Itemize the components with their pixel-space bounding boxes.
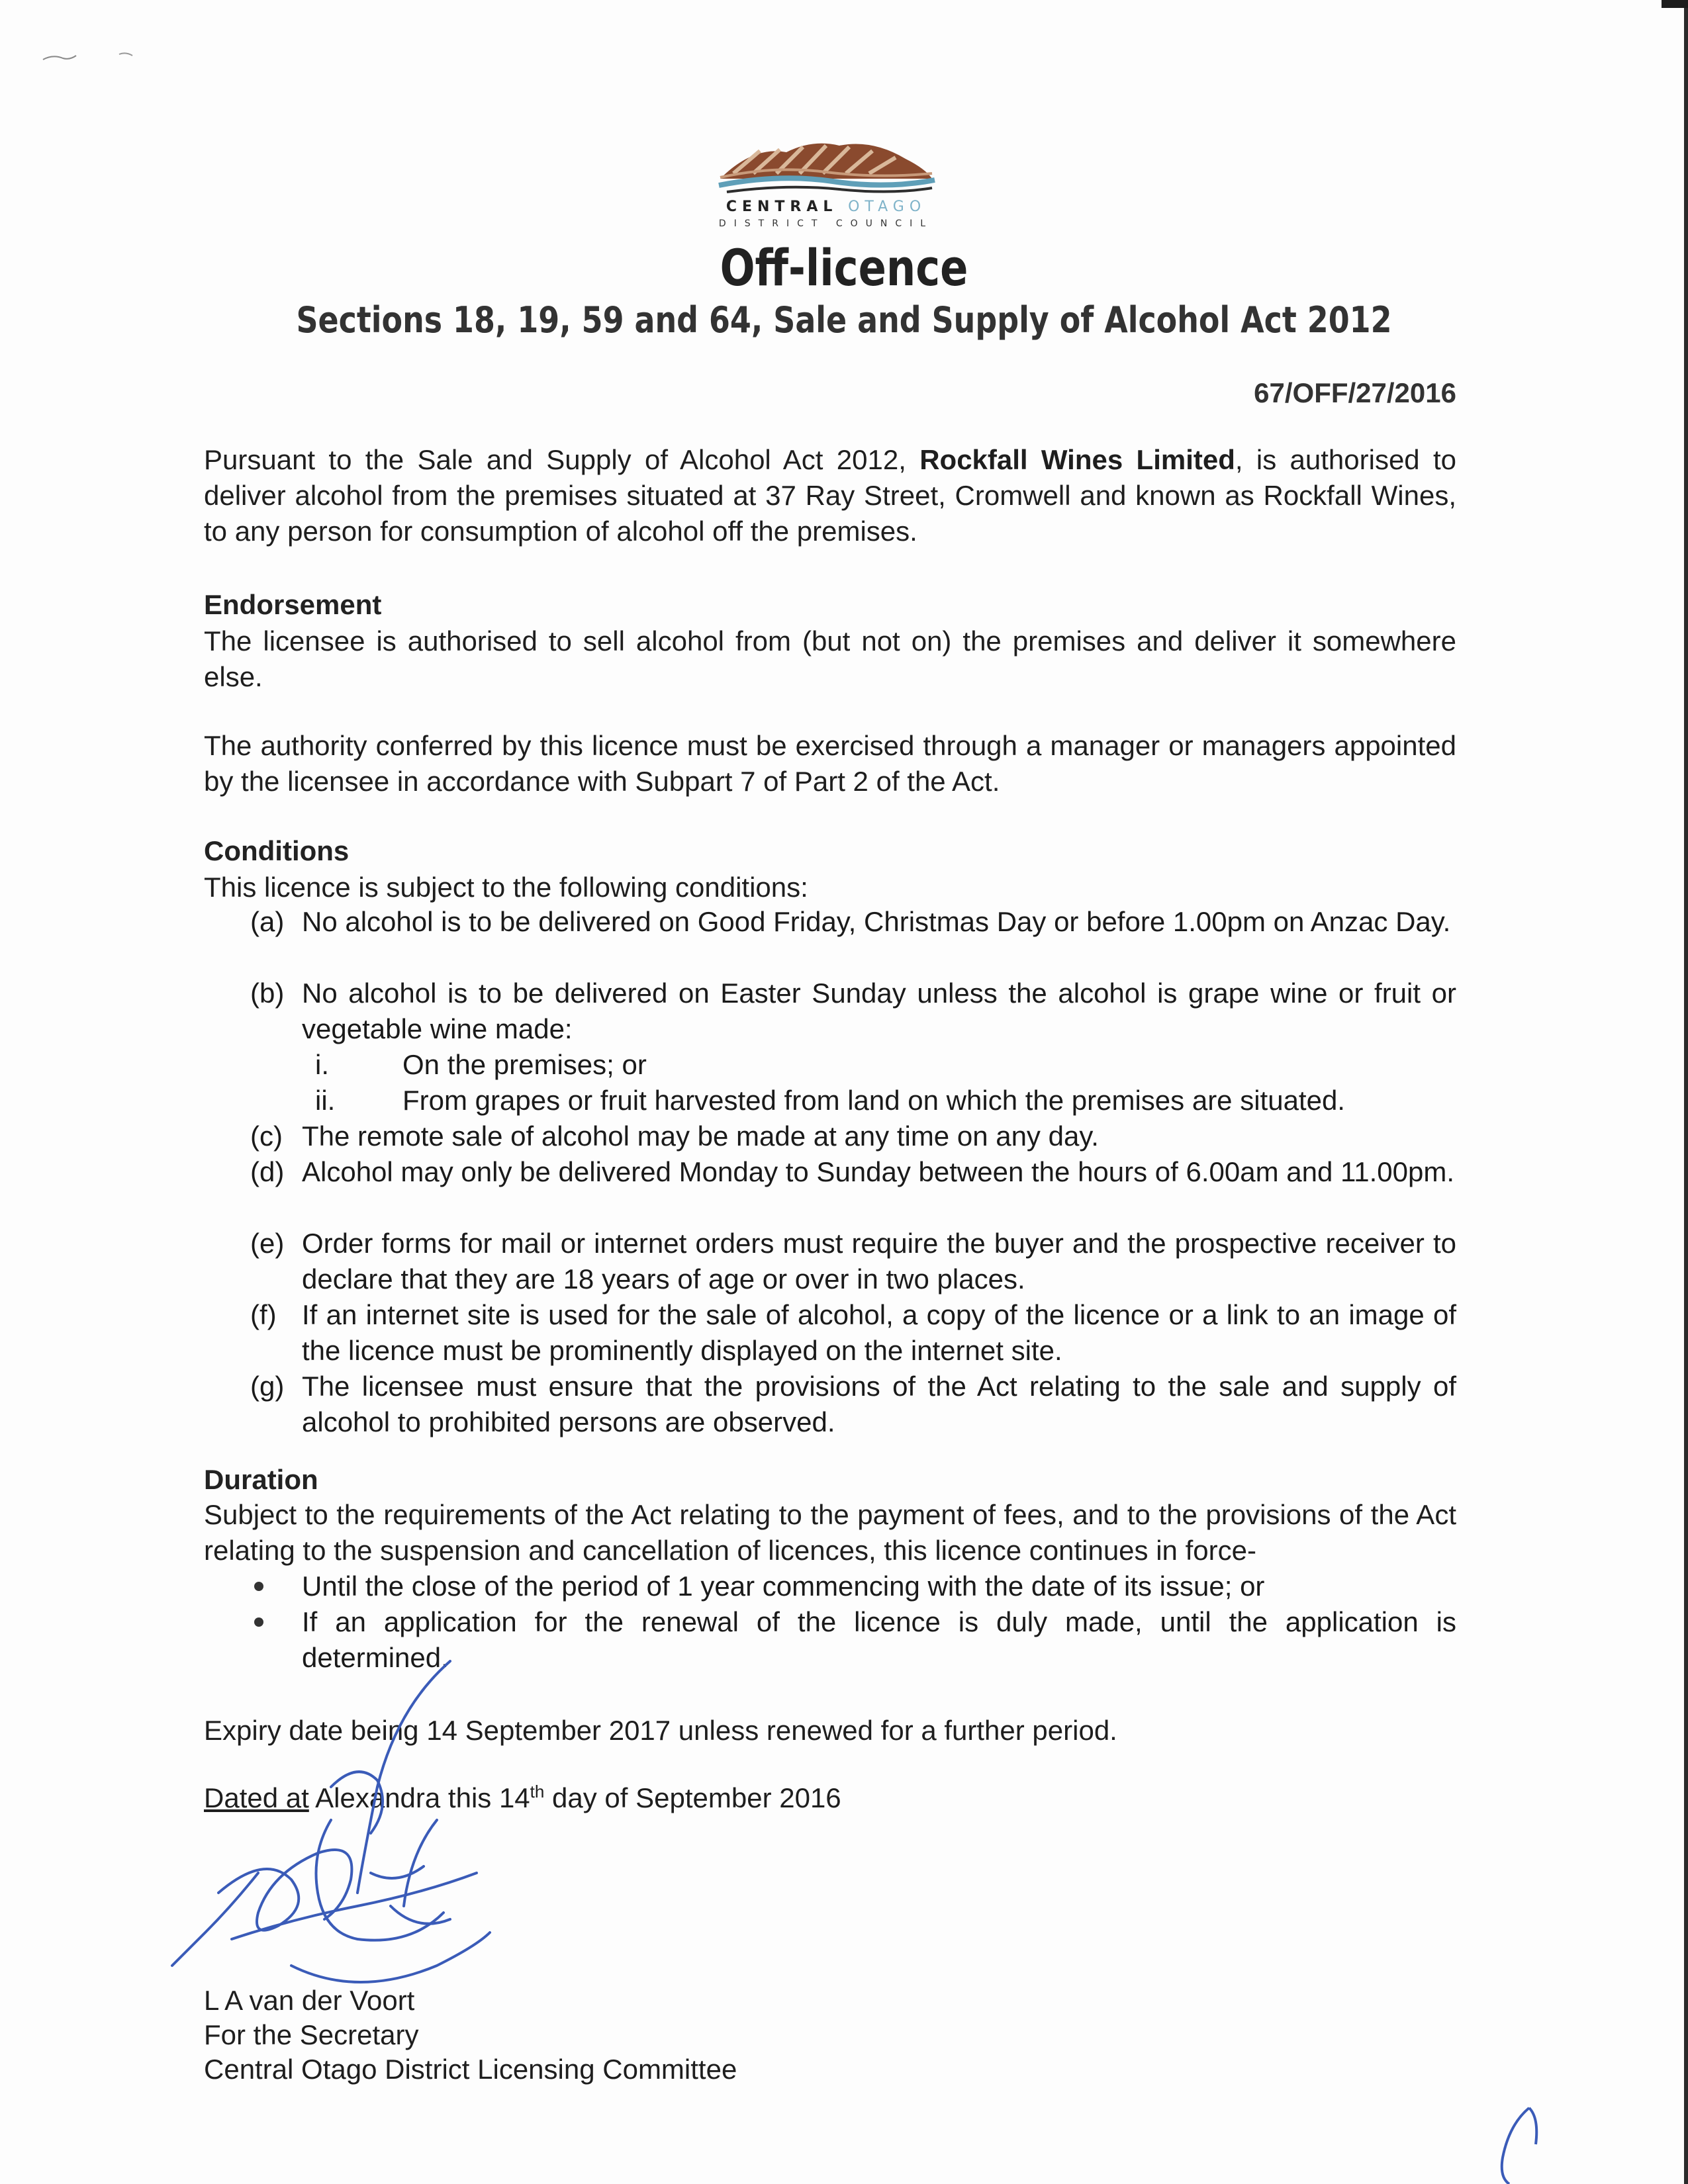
- condition-label: (g): [250, 1371, 285, 1402]
- endorsement-para-2: The authority conferred by this licence must be exercised through a manager or managers appointed by the licensee in accordance with Subpart 7 of Part 2 of the Act.: [204, 730, 1456, 797]
- endorsement-para-1: The licensee is authorised to sell alcohol from (but not on) the premises and deliver it somewhere else.: [204, 625, 1456, 692]
- logo-wordmark: [714, 199, 939, 215]
- duration-intro: Subject to the requirements of the Act relating to the payment of fees, and to the provisions of the Act relating to the suspension and cancellation of licences, this licence continues in force-: [204, 1499, 1456, 1566]
- condition-text: Order forms for mail or internet orders must require the buyer and the prospective receiver to declare that they are 18 years of age or over in two places.: [302, 1228, 1456, 1295]
- intro-after: , is authorised to deliver alcohol from the premises situated at 37 Ray Street, Cromwell and known as Rockfall Wines, to any person for consumption of alcohol off the premises.: [204, 444, 1457, 547]
- conditions-intro: This licence is subject to the following conditions:: [204, 872, 808, 903]
- signatory-committee: Central Otago District Licensing Committee: [204, 2054, 737, 2085]
- page-subtitle: Sections 18, 19, 59 and 64, Sale and Supply of Alcohol Act 2012: [296, 299, 1392, 341]
- logo-subtitle: DISTRICT COUNCIL: [718, 218, 934, 229]
- condition-label: (b): [250, 978, 285, 1009]
- page-title: Off-licence: [720, 238, 968, 297]
- condition-text: Alcohol may only be delivered Monday to Sunday between the hours of 6.00am and 11.00pm.: [302, 1156, 1454, 1187]
- condition-label: (d): [250, 1156, 285, 1187]
- scan-speck: [40, 46, 146, 66]
- scan-edge-top: [1662, 0, 1688, 8]
- condition-text: If an internet site is used for the sale of alcohol, a copy of the licence or a link to an image of the licence must be prominently displayed on the internet site.: [302, 1299, 1456, 1366]
- condition-text: No alcohol is to be delivered on Easter Sunday unless the alcohol is grape wine or fruit or vegetable wine made:: [302, 978, 1456, 1044]
- scan-edge: [1684, 0, 1688, 2184]
- licensee-name: Rockfall Wines Limited: [919, 444, 1235, 475]
- logo-word-central: CENTRAL: [726, 199, 838, 215]
- subitem-text: From grapes or fruit harvested from land on which the premises are situated.: [402, 1085, 1345, 1116]
- duration-heading: Duration: [204, 1464, 318, 1495]
- bullet-icon: [254, 1617, 263, 1627]
- condition-text: No alcohol is to be delivered on Good Friday, Christmas Day or before 1.00pm on Anzac Day.: [302, 906, 1451, 937]
- subitem-label: i.: [315, 1049, 329, 1080]
- subitem-text: On the premises; or: [402, 1049, 647, 1080]
- condition-label: (c): [250, 1120, 283, 1152]
- condition-text: The remote sale of alcohol may be made at any time on any day.: [302, 1120, 1099, 1152]
- condition-label: (e): [250, 1228, 285, 1259]
- endorsement-heading: Endorsement: [204, 589, 382, 620]
- bullet-text: If an application for the renewal of the licence is duly made, until the application is determined.: [302, 1606, 1456, 1673]
- expiry-statement: Expiry date being 14 September 2017 unless renewed for a further period.: [204, 1715, 1117, 1746]
- reference-number: 67/OFF/27/2016: [1254, 377, 1456, 408]
- signature-icon: [159, 1655, 503, 1999]
- dated-suffix: day of September 2016: [544, 1782, 841, 1813]
- signatory-role: For the Secretary: [204, 2019, 419, 2050]
- condition-text: The licensee must ensure that the provisions of the Act relating to the sale and supply of alcohol to prohibited persons are observed.: [302, 1371, 1456, 1437]
- dated-rest: Alexandra this 14: [308, 1782, 530, 1813]
- condition-label: (a): [250, 906, 285, 937]
- conditions-heading: Conditions: [204, 835, 350, 866]
- bullet-icon: [254, 1582, 263, 1591]
- intro-before: Pursuant to the Sale and Supply of Alcohol Act 2012,: [204, 444, 920, 475]
- dated-prefix: Dated at: [204, 1782, 309, 1813]
- bullet-text: Until the close of the period of 1 year commencing with the date of its issue; or: [302, 1570, 1265, 1602]
- intro-paragraph: [204, 442, 1456, 549]
- logo-word-otago: OTAGO: [848, 199, 927, 215]
- corner-pen-mark-icon: [1483, 2105, 1562, 2184]
- condition-label: (f): [250, 1299, 277, 1330]
- signatory-name: L A van der Voort: [204, 1985, 415, 2016]
- subitem-label: ii.: [315, 1085, 336, 1116]
- dated-ordinal: th: [530, 1782, 545, 1801]
